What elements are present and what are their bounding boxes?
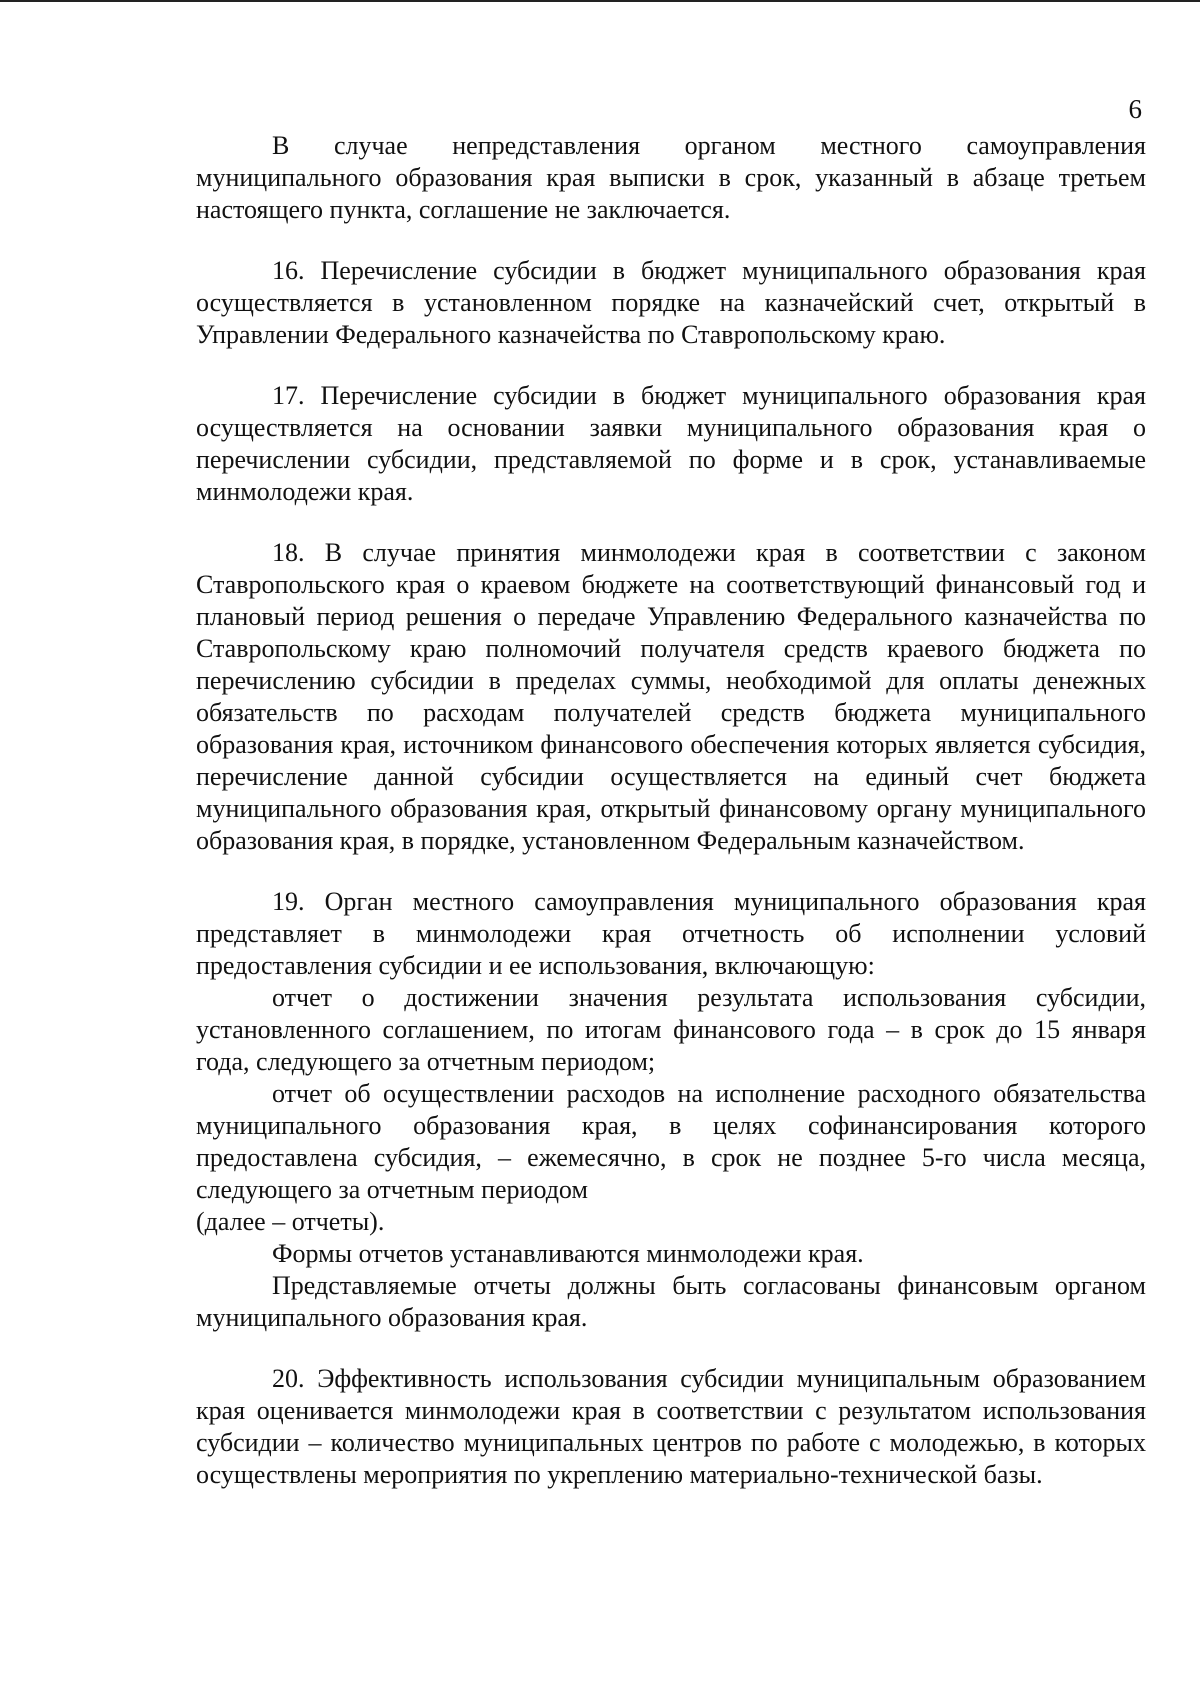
- body-text: [196, 130, 1146, 1491]
- paragraph-19-report-2: отчет об осуществлении расходов на исполнение расходного обязательства муниципального образования края, в целях софинансирования которого предоставлена субсидия, – ежемесячно, в срок не позднее 5-го числа месяца, следующего за отчетным периодом: [196, 1079, 1146, 1204]
- paragraph-18: 18. В случае принятия минмолодежи края в соответствии с законом Ставропольского края о краевом бюджете на соответствующий финансовый год и плановый период решения о передаче Управлению Федерального казначейства по Ставропольскому краю полномочий получателя средств краевого бюджета по перечислению субсидии в пределах суммы, необходимой для оплаты денежных обязательств по расходам получателей средств бюджета муниципального образования края, источником финансового обеспечения которых является субсидия, перечисление данной субсидии осуществляется на единый счет бюджета муниципального образования края, открытый финансовому органу муниципального образования края, в порядке, установленном Федеральным казначейством.: [196, 538, 1146, 855]
- paragraph-20: 20. Эффективность использования субсидии муниципальным образованием края оценивается минмолодежи края в соответствии с результатом использования субсидии – количество муниципальных центров по работе с молодежью, в которых осуществлены мероприятия по укреплению материально-технической базы.: [196, 1364, 1146, 1489]
- paragraph-19-forms: Формы отчетов устанавливаются минмолодежи края.: [272, 1239, 864, 1268]
- paragraph-19-approval: Представляемые отчеты должны быть согласованы финансовым органом муниципального образования края.: [196, 1271, 1146, 1332]
- page-number: 6: [1128, 94, 1142, 124]
- paragraph-16: 16. Перечисление субсидии в бюджет муниципального образования края осуществляется в установленном порядке на казначейский счет, открытый в Управлении Федерального казначейства по Ставропольскому краю.: [196, 256, 1146, 349]
- paragraph-17: 17. Перечисление субсидии в бюджет муниципального образования края осуществляется на основании заявки муниципального образования края о перечислении субсидии, представляемой по форме и в срок, устанавливаемые минмолодежи края.: [196, 381, 1146, 506]
- paragraph-15-end: В случае непредставления органом местного самоуправления муниципального образования края выписки в срок, указанный в абзаце третьем настоящего пункта, соглашение не заключается.: [196, 131, 1146, 224]
- page-top-border: [0, 0, 1200, 2]
- paragraph-19-report-1: отчет о достижении значения результата использования субсидии, установленного соглашением, по итогам финансового года – в срок до 15 января года, следующего за отчетным периодом;: [196, 983, 1146, 1076]
- paragraph-19-reports-note: (далее – отчеты).: [196, 1207, 385, 1236]
- paragraph-19: 19. Орган местного самоуправления муниципального образования края представляет в минмолодежи края отчетность об исполнении условий предоставления субсидии и ее использования, включающую:: [196, 887, 1146, 980]
